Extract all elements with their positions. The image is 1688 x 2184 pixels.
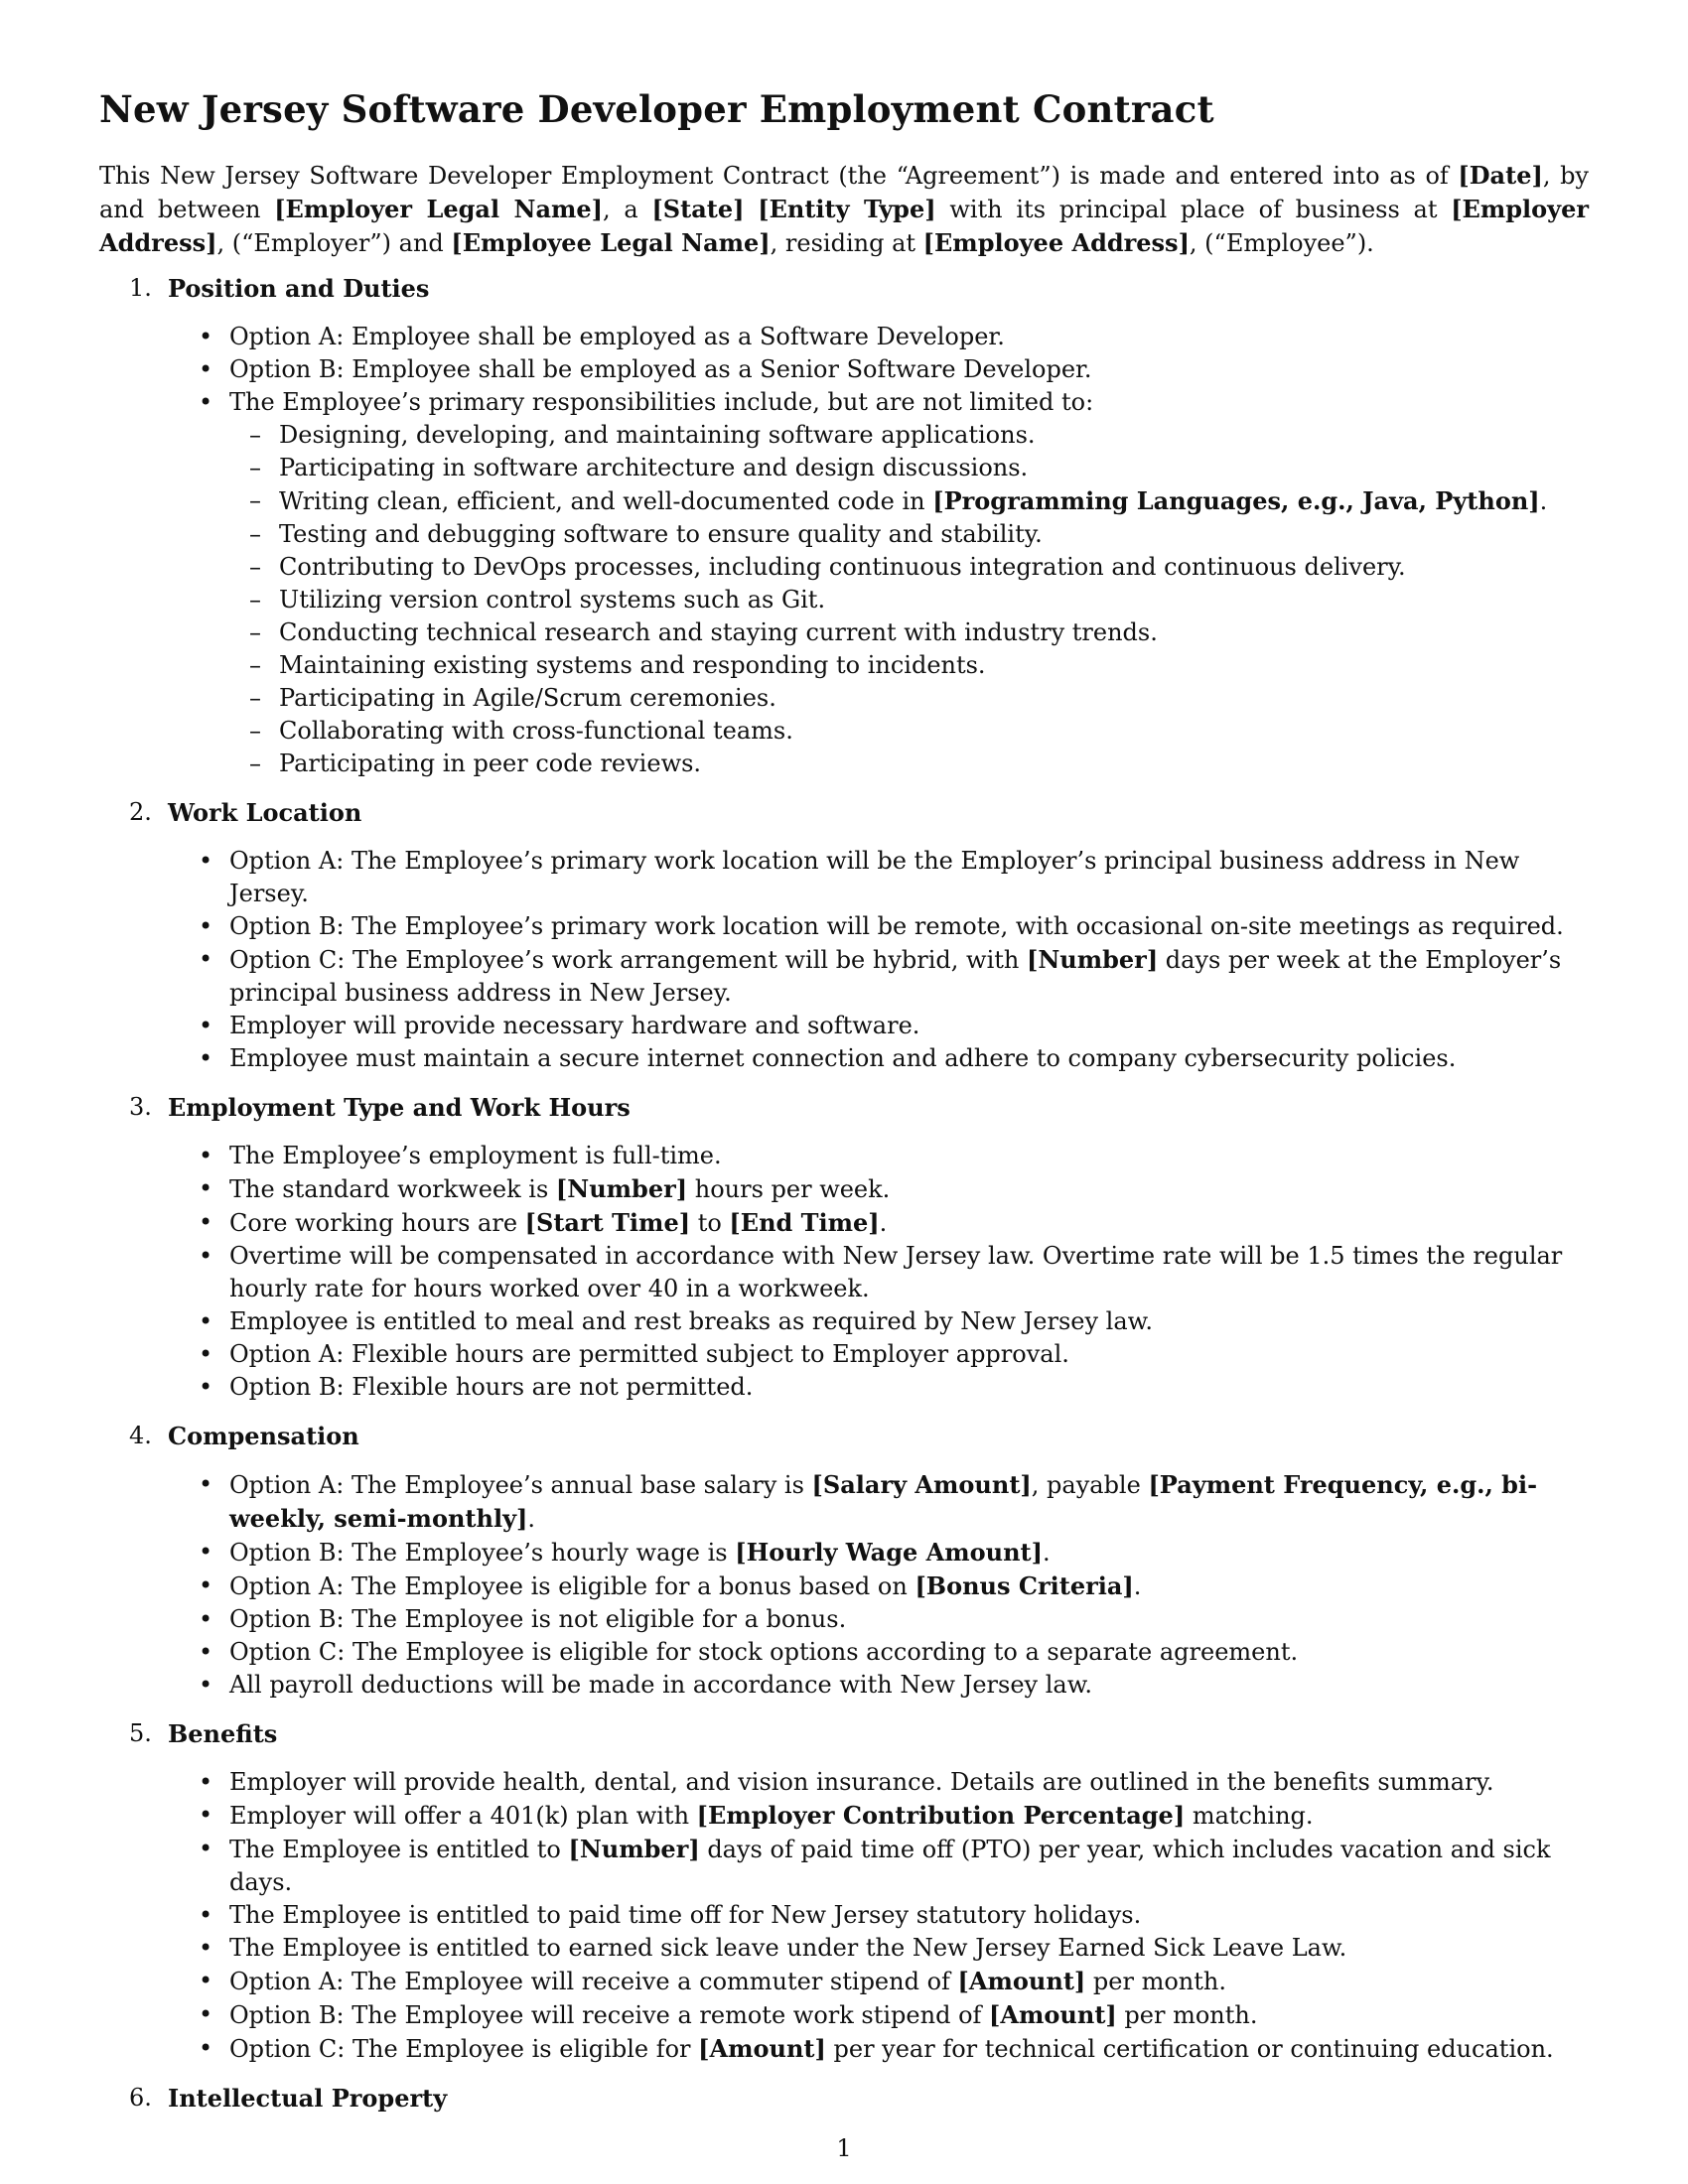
- intro-text: , (“Employer”) and: [216, 229, 452, 257]
- bullet-item: • Option B: The Employee’s primary work location will be remote, with occasional on-site meetings as required.: [99, 910, 1589, 943]
- section-number: 2.: [129, 798, 152, 826]
- bullet-item: [99, 1172, 1589, 1206]
- bullet-item: • Option B: The Employee is not eligible for a bonus.: [99, 1603, 1589, 1636]
- section-number: 4.: [129, 1422, 152, 1449]
- bullet-list: [99, 845, 1589, 1075]
- sub-item: – Participating in software architecture and design discussions.: [229, 452, 1589, 484]
- bullet-item: • Employee is entitled to meal and rest breaks as required by New Jersey law.: [99, 1305, 1589, 1338]
- bullet-item: • All payroll deductions will be made in accordance with New Jersey law.: [99, 1669, 1589, 1702]
- intro-text: with its principal place of business at: [935, 196, 1452, 223]
- placeholder-employee-name: [Employee Legal Name]: [451, 228, 771, 257]
- sub-item: – Conducting technical research and staying current with industry trends.: [229, 616, 1589, 649]
- bullet-item: • Option C: The Employee is eligible for stock options according to a separate agreement.: [99, 1636, 1589, 1669]
- placeholder-field: [Salary Amount]: [811, 1470, 1032, 1499]
- section-title: Compensation: [168, 1422, 359, 1450]
- sub-item: – Maintaining existing systems and responding to incidents.: [229, 649, 1589, 682]
- section-5: [99, 1717, 1589, 2066]
- item-text: per month.: [1085, 1968, 1226, 1995]
- placeholder-date: [Date]: [1458, 161, 1543, 190]
- item-text: Option B: The Employee’s hourly wage is: [229, 1539, 736, 1567]
- placeholder-state: [State]: [651, 195, 745, 223]
- placeholder-field: [Employer Contribution Percentage]: [696, 1801, 1186, 1830]
- sub-item: – Collaborating with cross-functional teams.: [229, 715, 1589, 748]
- section-heading: [99, 1717, 1589, 1750]
- item-text: matching.: [1185, 1802, 1314, 1830]
- item-text: per month.: [1116, 2001, 1258, 2029]
- bullet-item: [99, 943, 1589, 1010]
- item-text: Option C: The Employee’s work arrangement will be hybrid, with: [229, 946, 1027, 974]
- bullet-list: [99, 1766, 1589, 2066]
- placeholder-field: [Amount]: [989, 2000, 1117, 2029]
- section-number: 6.: [129, 2084, 152, 2112]
- bullet-item: • The Employee’s employment is full-time.: [99, 1140, 1589, 1172]
- section-1: [99, 272, 1589, 780]
- item-text: Option B: The Employee will receive a remote work stipend of: [229, 2001, 990, 2029]
- placeholder-field: [Hourly Wage Amount]: [735, 1538, 1043, 1567]
- item-text: to: [690, 1209, 730, 1237]
- sub-item: – Designing, developing, and maintaining software applications.: [229, 419, 1589, 452]
- bullet-item: • Employee must maintain a secure internet connection and adhere to company cybersecurity policies.: [99, 1042, 1589, 1075]
- item-text: Option A: The Employee will receive a commuter stipend of: [229, 1968, 958, 1995]
- item-text: .: [1539, 487, 1548, 515]
- item-text: , payable: [1031, 1471, 1149, 1499]
- item-text: Option A: The Employee’s annual base salary is: [229, 1471, 812, 1499]
- placeholder-field: [Payment Frequency, e.g., bi-weekly, semi-monthly]: [229, 1470, 1538, 1533]
- intro-text: , by and between: [99, 162, 1589, 223]
- section-title: Benefits: [168, 1719, 278, 1748]
- placeholder-employee-address: [Employee Address]: [922, 228, 1190, 257]
- section-2: [99, 796, 1589, 1075]
- bullet-list: [99, 321, 1589, 780]
- placeholder-field: [Number]: [555, 1174, 688, 1203]
- item-text: Core working hours are: [229, 1209, 525, 1237]
- placeholder-entity-type: [Entity Type]: [758, 195, 936, 223]
- section-title: Position and Duties: [168, 274, 430, 303]
- placeholder-field: [Bonus Criteria]: [914, 1571, 1134, 1600]
- section-title: Work Location: [168, 798, 362, 827]
- item-text: Option C: The Employee is eligible for: [229, 2035, 699, 2063]
- item-text: .: [1133, 1572, 1142, 1600]
- sub-item: [229, 484, 1589, 518]
- bullet-item: [99, 1206, 1589, 1240]
- item-text: .: [879, 1209, 888, 1237]
- section-4: [99, 1420, 1589, 1702]
- placeholder-field: [Start Time]: [524, 1208, 691, 1237]
- section-number: 5.: [129, 1719, 152, 1747]
- section-title: Intellectual Property: [168, 2084, 448, 2113]
- intro-text: , (“Employee”).: [1189, 229, 1374, 257]
- bullet-item: [99, 386, 1589, 780]
- bullet-item: • Employer will provide health, dental, and vision insurance. Details are outlined in the benefits summary.: [99, 1766, 1589, 1799]
- bullet-item: • Option A: The Employee’s primary work location will be the Employer’s principal business address in New Jersey.: [99, 845, 1589, 910]
- section-heading: [99, 2082, 1589, 2115]
- item-text: The Employee is entitled to: [229, 1836, 569, 1863]
- bullet-item: • Overtime will be compensated in accordance with New Jersey law. Overtime rate will be 1.5 times the regular hourly rate for hours worked over 40 in a workweek.: [99, 1240, 1589, 1305]
- placeholder-field: [Amount]: [957, 1967, 1086, 1995]
- section-heading: [99, 1420, 1589, 1452]
- section-heading: [99, 272, 1589, 305]
- item-text: .: [1042, 1539, 1051, 1567]
- item-text: hours per week.: [687, 1175, 891, 1203]
- bullet-item: [99, 1998, 1589, 2032]
- bullet-item: [99, 1833, 1589, 1899]
- bullet-item: [99, 1799, 1589, 1833]
- bullet-item: • Option A: Employee shall be employed as a Software Developer.: [99, 321, 1589, 353]
- placeholder-field: [End Time]: [729, 1208, 880, 1237]
- intro-text: , a: [603, 196, 652, 223]
- section-heading: [99, 796, 1589, 829]
- bullet-list: [99, 1468, 1589, 1702]
- bullet-item: • Employer will provide necessary hardware and software.: [99, 1010, 1589, 1042]
- section-3: [99, 1091, 1589, 1404]
- item-text: Option A: The Employee is eligible for a bonus based on: [229, 1572, 915, 1600]
- sections-list: [99, 272, 1589, 2130]
- section-6: [99, 2082, 1589, 2115]
- section-number: 1.: [129, 274, 152, 302]
- bullet-item: • The Employee is entitled to earned sick leave under the New Jersey Earned Sick Leave Law.: [99, 1932, 1589, 1965]
- bullet-item: [99, 1570, 1589, 1603]
- bullet-item: [99, 2032, 1589, 2066]
- section-number: 3.: [129, 1093, 152, 1121]
- document-title: New Jersey Software Developer Employment Contract: [99, 87, 1214, 131]
- placeholder-field: [Programming Languages, e.g., Java, Python]: [932, 486, 1540, 515]
- sub-item: – Participating in peer code reviews.: [229, 748, 1589, 780]
- placeholder-employer-name: [Employer Legal Name]: [274, 195, 604, 223]
- bullet-item: • The Employee is entitled to paid time off for New Jersey statutory holidays.: [99, 1899, 1589, 1932]
- sub-item: – Contributing to DevOps processes, including continuous integration and continuous delivery.: [229, 551, 1589, 584]
- sub-item: – Testing and debugging software to ensure quality and stability.: [229, 518, 1589, 551]
- sub-list: [229, 419, 1589, 780]
- section-heading: [99, 1091, 1589, 1124]
- bullet-item: • Option B: Flexible hours are not permitted.: [99, 1371, 1589, 1404]
- bullet-item: • Option A: Flexible hours are permitted subject to Employer approval.: [99, 1338, 1589, 1371]
- item-text: per year for technical certification or continuing education.: [825, 2035, 1554, 2063]
- bullet-item: [99, 1468, 1589, 1536]
- item-text: The Employee’s primary responsibilities include, but are not limited to:: [229, 388, 1094, 416]
- item-text: days of paid time off (PTO) per year, which includes vacation and sick days.: [229, 1836, 1551, 1896]
- placeholder-field: [Number]: [1026, 945, 1159, 974]
- intro-text: This New Jersey Software Developer Employment Contract (the “Agreement”) is made and entered into as of: [99, 162, 1459, 190]
- placeholder-field: [Number]: [568, 1835, 700, 1863]
- sub-item: – Utilizing version control systems such as Git.: [229, 584, 1589, 616]
- bullet-item: • Option B: Employee shall be employed as a Senior Software Developer.: [99, 353, 1589, 386]
- item-text: Employer will offer a 401(k) plan with: [229, 1802, 697, 1830]
- bullet-item: [99, 1536, 1589, 1570]
- section-title: Employment Type and Work Hours: [168, 1093, 631, 1122]
- intro-text: [744, 196, 758, 223]
- item-text: The standard workweek is: [229, 1175, 556, 1203]
- intro-text: , residing at: [770, 229, 923, 257]
- bullet-list: [99, 1140, 1589, 1404]
- item-text: .: [527, 1505, 536, 1533]
- sub-item: – Participating in Agile/Scrum ceremonies.: [229, 682, 1589, 715]
- placeholder-employer-address: [Employer Address]: [99, 195, 1589, 257]
- intro-paragraph: [99, 159, 1589, 260]
- placeholder-field: [Amount]: [698, 2034, 826, 2063]
- item-text: days per week at the Employer’s principal business address in New Jersey.: [229, 946, 1562, 1007]
- bullet-item: [99, 1965, 1589, 1998]
- item-text: Writing clean, efficient, and well-documented code in: [279, 487, 933, 515]
- page-number: 1: [836, 2134, 852, 2162]
